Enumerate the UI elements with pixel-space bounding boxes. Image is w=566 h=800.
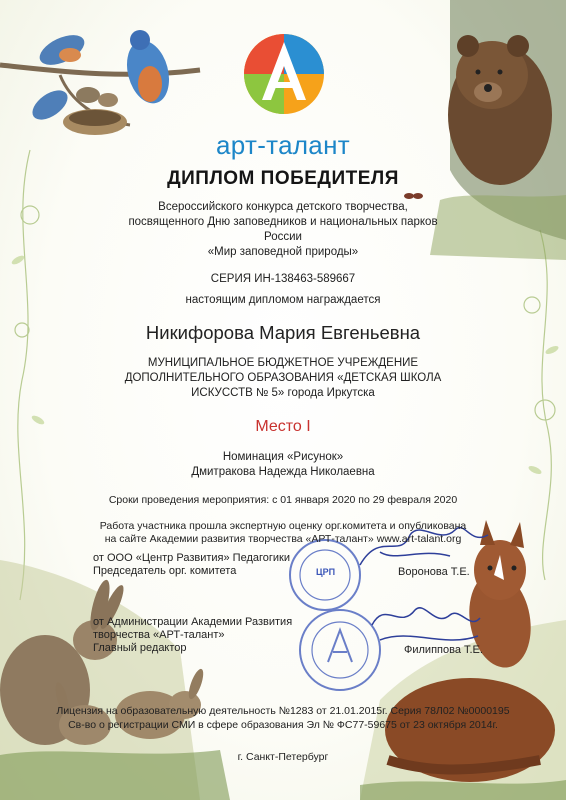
signatory-2-org-line-1: от Администрации Академии Развития [93,616,293,628]
series-number: СЕРИЯ ИН-138463-589667 [210,273,356,285]
teacher-name: Дмитракова Надежда Николаевна [191,466,375,478]
hares-illustration [0,560,230,800]
institution-line-3: ИСКУССТВ № 5» города Иркутска [191,387,375,399]
institution-line-1: МУНИЦИПАЛЬНОЕ БЮДЖЕТНОЕ УЧРЕЖДЕНИЕ [147,357,419,369]
event-dates: Сроки проведения мероприятия: с 01 января 2020 по 29 февраля 2020 [108,494,458,506]
logo-text: арт-талант [216,130,350,160]
signatory-1-name: Воронова Т.Е. [398,566,470,578]
institution-line-2: ДОПОЛНИТЕЛЬНОГО ОБРАЗОВАНИЯ «ДЕТСКАЯ ШКОЛА [124,372,442,384]
contest-line-1: Всероссийского конкурса детского творчества, [158,201,408,213]
signatory-1-org-line: от ООО «Центр Развития» Педагогики [93,552,290,564]
place-award: Место I [255,418,311,435]
contest-line-4: «Мир заповедной природы» [207,246,359,258]
signatory-1-role: Председатель орг. комитета [93,565,237,577]
review-line-2: на сайте Академии развития творчества «АРТ-талант» www.art-talant.org [104,533,462,545]
diploma-title: ДИПЛОМ ПОБЕДИТЕЛЯ [167,168,399,189]
stamp-text: ЦРП [316,567,336,577]
awarded-text: настоящим дипломом награждается [185,294,381,306]
signatory-2-role: Главный редактор [93,642,187,654]
organization-stamp [290,540,380,690]
butterfly-illustration [404,193,423,199]
license-line: Лицензия на образовательную деятельность №1283 от 21.01.2015г. Серия 78Л02 №0000195 [56,705,510,717]
contest-line-3: России [264,231,302,243]
birds-illustration [0,29,200,135]
nomination: Номинация «Рисунок» [222,451,344,463]
signature-filippova [372,608,480,640]
signatory-2-org [93,616,292,655]
registration-line: Св-во о регистрации СМИ в сфере образования Эл № ФС77-59675 от 23 октября 2014г. [68,719,498,731]
signatory-1-org [93,552,290,578]
signatory-2-name: Филиппова Т.Е. [404,644,483,656]
recipient-name: Никифорова Мария Евгеньевна [145,322,421,343]
signatory-2-org-line-2: творчества «АРТ-талант» [93,629,225,641]
review-line-1: Работа участника прошла экспертную оценку орг.комитета и опубликована [99,520,467,532]
art-talant-logo-icon [244,34,324,114]
contest-line-2: посвященного Дню заповедников и национальных парков [128,216,438,228]
city: г. Санкт-Петербург [237,751,329,763]
